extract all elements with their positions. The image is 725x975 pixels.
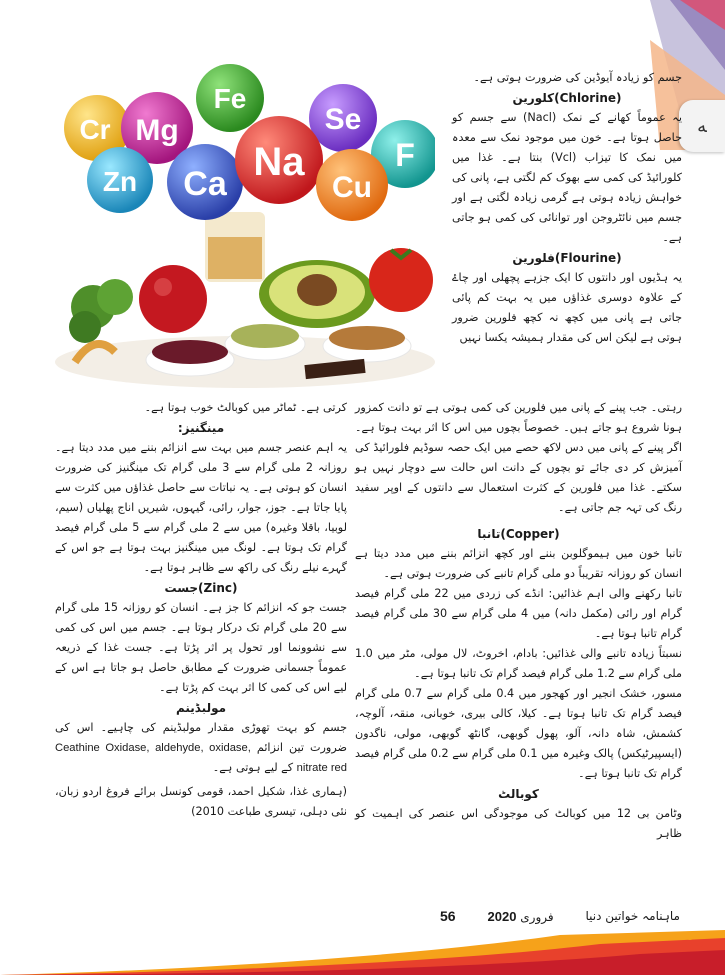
section-heading-zinc: (Zinc)جست xyxy=(164,581,238,595)
mineral-label: Mg xyxy=(135,114,179,147)
section-heading-copper: (Copper)تانبا xyxy=(477,527,560,541)
paragraph: یہ ہڈیوں اور دانتوں کا ایک جزہے پچھلی اور چاۓ کے علاوہ دوسری غذاؤں میں یہ بہت کم پائی جاتی ہے پانی میں کچھ نہ کچھ فلورین ضرور ہوتی ہے لیکن اس کی مقدار ہمیشہ یکسا نہیں xyxy=(452,271,682,344)
paragraph: کرتی ہے۔ ٹماٹر میں کوبالٹ خوب ہوتا ہے۔ xyxy=(144,401,347,414)
paragraph: وٹامن بی 12 میں کوبالٹ کی موجودگی اس عنصر کی اہمیت کو ظاہر xyxy=(355,807,682,840)
molybdenum-text-end: کے لیے ہوتی ہے۔ xyxy=(212,761,294,774)
section-heading-molybdenum: مولبڈینم xyxy=(175,701,227,715)
paragraph xyxy=(55,718,347,778)
molybdenum-text: جسم کو بہت تھوڑی مقدار مولبڈینم کی چاہیے۔ اس کی ضرورت تین انزائم xyxy=(55,721,347,754)
enzyme-names: Ceathine Oxidase, aldehyde, oxidase, xyxy=(55,742,251,754)
section-tab xyxy=(679,100,725,152)
article-column-right-top xyxy=(452,68,682,348)
page-footer xyxy=(440,903,680,929)
paragraph: مسور، خشک انجیر اور کھجور میں 0.4 ملی گرام سے 0.7 ملی گرام فیصد گرام تک تانبا ہوتا ہے۔ کیلا، کالی بیری، خوبانی، منقہ، آلوچہ، کشمش، شاہ دانہ، آلو، پھول گوبھی، گانٹھ گوبھی، مولی، ناگدون (ایسپیرٹیکس) پالک وغیرہ میں 0.1 ملی گرام سے 0.2 ملی گرام فیصد گرام تک تانبا ہوتا ہے۔ xyxy=(355,687,682,780)
mineral-label: Se xyxy=(324,103,362,136)
issue-month: فروری xyxy=(520,909,554,924)
paragraph: نسبتاً زیادہ تانبے والی غذائیں: بادام، اخروٹ، لال مولی، مٹر میں 1.0 ملی گرام سے 1.2 ملی گرام فیصد گرام تک تانبا ہوتا ہے۔ xyxy=(355,647,682,680)
section-heading-chlorine: (Chlorine)کلورین xyxy=(512,91,622,105)
issue-year: 2020 xyxy=(487,908,517,924)
article-column-left xyxy=(55,398,347,822)
section-heading-fluorine: (Flourine)فلورین xyxy=(512,251,622,265)
minerals-food-illustration xyxy=(55,62,435,392)
paragraph: تانبا رکھنے والی اہم غذائیں: انڈے کی زردی میں 22 ملی گرام فیصد گرام اور رائی (مکمل دانہ) میں 4 ملی گرام سے 30 ملی گرام فیصد گرام تانبا ہوتا ہے۔ xyxy=(355,587,682,640)
paragraph: رہتی۔ جب پینے کے پانی میں فلورین کی کمی ہوتی ہے تو دانت کمزور ہونا شروع ہو جاتے ہیں۔ خصوصاً بچوں میں اس کا اثر بہت ہوتا ہے۔ اگر پینے کے پانی میں دس لاکھ حصے میں ایک حصہ سوڈیم فلورائیڈ کی آمیزش کر دی جائے تو بچوں کے دانت اس حالت سے دوچار نہیں ہو سکتے۔ غذا میں فلورین کے کثرت استعمال سے دانتوں کے اوپر سفید رنگ کی تہہ جم جاتی ہے۔ xyxy=(355,401,682,514)
footer-decoration xyxy=(0,930,725,975)
section-tab-glyph: ﻪ xyxy=(697,115,707,137)
paragraph: جسم کو زیادہ آیوڈین کی ضرورت ہوتی ہے۔ xyxy=(473,71,682,84)
mineral-label: Na xyxy=(253,140,305,184)
paragraph: تانبا خون میں ہیموگلوبن بننے اور کچھ انزائم بننے میں مدد دیتا ہے انسان کو روزانہ تقریباً دو ملی گرام تانبے کی ضرورت ہوتی ہے۔ xyxy=(355,547,682,580)
section-heading-manganese: مینگنیز: xyxy=(177,421,225,435)
mineral-label: Cu xyxy=(332,171,372,204)
paragraph: یہ اہم عنصر جسم میں بہت سے انزائم بننے میں مدد دیتا ہے۔ روزانہ 2 ملی گرام سے 3 ملی گرام تک مینگنیز کی ضرورت انسان کو ہوتی ہے۔ یہ نباتات سے حاصل غذاؤں میں کثرت سے پایا جاتا ہے۔ جوز، جوار، رائی، گیہوں، شیریں اناج پھلیاں (سیم، لوبیا، باقلا وغیرہ) میں سے 2 ملی گرام سے 5 ملی گرام فیصد گرام تک ہوتا ہے۔ لونگ میں مینگنیز بہت ہوتا ہے جو اس کے گہرے نیلے رنگ کی راکھ سے ظاہر ہوتا ہے۔ xyxy=(55,441,347,574)
mineral-label: Fe xyxy=(213,83,247,114)
mineral-label: Cr xyxy=(79,114,111,145)
mineral-label: F xyxy=(395,137,415,173)
magazine-name: ماہنامہ خواتین دنیا xyxy=(585,909,680,923)
mineral-label: Ca xyxy=(183,165,227,203)
section-heading-cobalt: کوبالٹ xyxy=(498,787,539,801)
mineral-label: Zn xyxy=(102,166,138,197)
issue-date xyxy=(488,909,554,924)
paragraph: جست جو کہ انزائم کا جز ہے۔ انسان کو روزانہ 15 ملی گرام سے 20 ملی گرام تک درکار ہوتا ہے۔ جسم میں اس کی کمی سے نشوونما اور تحول پر اثر پڑتا ہے۔ جست غذا کے ذریعہ عموماً جسمانی ضرورت کے مطابق حاصل ہو جاتا ہے اس کے لیے اس کی کمی کا اثر بہت کم پڑتا ہے۔ xyxy=(55,601,347,694)
article-column-right-bottom xyxy=(355,398,682,844)
reference-citation: (ہماری غذا، شکیل احمد، قومی کونسل برائے فروغ اردو زبان، نئی دہلی، تیسری طباعت 2010) xyxy=(55,785,347,818)
page-number: 56 xyxy=(440,908,456,924)
paragraph: یہ عموماً کھانے کے نمک (Nacl) سے جسم کو حاصل ہوتا ہے۔ خون میں موجود نمک سے معدہ میں نمک کا تیزاب (Vcl) بنتا ہے۔ غذا میں کلورائیڈ کی کمی سے بھوک کم لگتی ہے، پانی کی خواہش زیادہ ہوتی ہے گرمی زیادہ لگتی ہے اور جسم میں نائٹروجن اور توانائی کی کمی ہو جاتی ہے۔ xyxy=(452,111,682,244)
enzyme-name: nitrate red xyxy=(296,762,347,774)
